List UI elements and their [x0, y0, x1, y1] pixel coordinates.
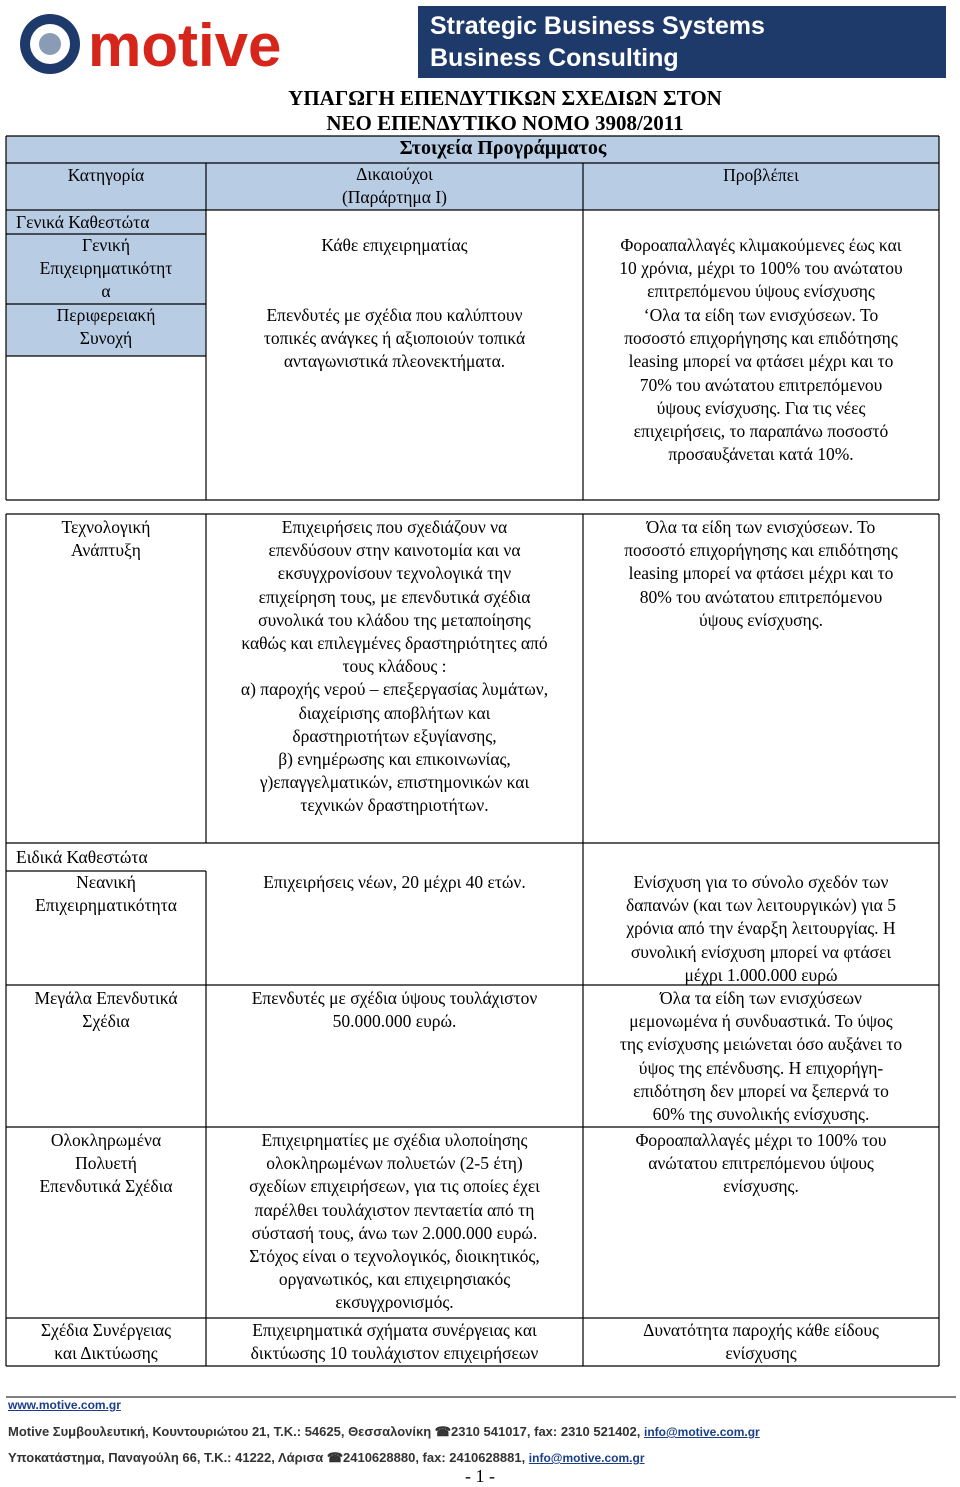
row5-provides-line: της ενίσχυσης μειώνεται όσο αυξάνει το — [619, 1034, 903, 1055]
footer-address-1 — [8, 1424, 760, 1440]
doc-title-line-1: ΥΠΑΓΩΓΗ ΕΠΕΝΔΥΤΙΚΩΝ ΣΧΕΔΙΩΝ ΣΤΟΝ — [288, 86, 722, 110]
row6-provides-line: ανώτατου επιτρεπόμενου ύψους — [648, 1153, 874, 1174]
row1-provides-line: 10 χρόνια, μέχρι το 100% του ανώτατου — [619, 258, 903, 279]
footer-address-2-text: Υποκατάστημα, Παναγούλη 66, Τ.Κ.: 41222, Λάρισα ☎2410628880, fax: 2410628881, — [8, 1450, 529, 1465]
row6-provides-cell — [583, 1129, 939, 1199]
row2-category-cell — [6, 304, 206, 350]
row6-provides-line: Φοροαπαλλαγές μέχρι το 100% του — [635, 1130, 887, 1150]
brand-line-1: Strategic Business Systems — [430, 12, 765, 40]
row3-beneficiaries-line: επιχείρηση τους, με επενδυτικά σχέδια — [258, 586, 531, 607]
row2-provides-line: ‘Ολα τα είδη των ενισχύσεων. Το — [643, 305, 879, 325]
row3-category-line: Ανάπτυξη — [71, 540, 141, 561]
row5-provides-line: επιδότηση δεν μπορεί να ξεπερνά το — [633, 1080, 889, 1101]
row6-beneficiaries-line: σύστασή τους, άνω των 2.000.000 ευρώ. — [251, 1222, 538, 1243]
row2-beneficiaries-line: Επενδυτές με σχέδια που καλύπτουν — [266, 305, 523, 325]
row1-category-line: Γενική — [81, 235, 131, 255]
row3-beneficiaries-line: β) ενημέρωσης και επικοινωνίας, — [278, 749, 511, 770]
row7-category-line: και Δικτύωσης — [54, 1343, 158, 1364]
row7-category-line: Σχέδια Συνέργειας — [40, 1320, 172, 1340]
col-header-beneficiaries-line1: Δικαιούχοι — [356, 164, 433, 184]
row6-beneficiaries-line: Επιχειρηματίες με σχέδια υλοποίησης — [261, 1130, 528, 1150]
row7-beneficiaries-cell — [206, 1319, 583, 1365]
section-special: Ειδικά Καθεστώτα — [16, 847, 148, 867]
row3-beneficiaries-line: εκσυγχρονίσουν τεχνολογικά την — [277, 563, 512, 584]
row7-category-cell — [6, 1319, 206, 1365]
row3-provides-line: leasing μπορεί να φτάσει μέχρι και το — [628, 563, 894, 584]
row3-beneficiaries-line: διαχείρισης αποβλήτων και — [298, 702, 491, 723]
page-number: - 1 - — [465, 1466, 495, 1486]
row2-provides-line: προσαυξάνεται κατά 10%. — [668, 444, 854, 465]
row6-beneficiaries-line: οργανωτικός, και επιχειρησιακός — [278, 1269, 511, 1290]
row4-provides-line: χρόνια από την έναρξη λειτουργίας. Η — [626, 918, 896, 939]
row1-beneficiaries-cell — [206, 234, 583, 257]
row2-category-line: Συνοχή — [79, 328, 133, 349]
footer-website[interactable]: www.motive.com.gr — [8, 1398, 121, 1412]
row1-provides-line: επιτρεπόμενου ύψους ενίσχυσης — [647, 281, 875, 302]
row4-category-line: Νεανική — [76, 872, 136, 892]
row4-provides-line: μέχρι 1.000.000 ευρώ — [684, 964, 838, 985]
row3-category-line: Τεχνολογική — [61, 517, 151, 537]
doc-title-line-2: ΝΕΟ ΕΠΕΝΔΥΤΙΚΟ ΝΟΜΟ 3908/2011 — [326, 111, 684, 135]
row7-provides-cell — [583, 1319, 939, 1365]
row3-provides-line: 80% του ανώτατου επιτρεπόμενου — [639, 586, 883, 607]
row2-provides-line: ύψους ενίσχυσης. Για τις νέες — [656, 397, 866, 418]
row4-category-cell — [6, 871, 206, 917]
row3-beneficiaries-line: τεχνικών δραστηριοτήτων. — [300, 795, 489, 816]
row5-provides-line: μεμονωμένα ή συνδυαστικά. Το ύψος — [629, 1011, 893, 1032]
col-header-beneficiaries — [206, 163, 583, 209]
row2-category-line: Περιφερειακή — [56, 305, 156, 325]
row1-category-cell — [6, 234, 206, 304]
row6-category-line: Ολοκληρωμένα — [50, 1130, 162, 1150]
row5-provides-line: ύψος της επένδυσης. Η επιχορήγη- — [638, 1057, 884, 1078]
row4-category-line: Επιχειρηματικότητα — [35, 895, 177, 916]
row4-provides-cell — [583, 871, 939, 987]
row5-beneficiaries-cell — [206, 987, 583, 1033]
row6-category-line: Πολυετή — [75, 1153, 137, 1174]
row4-beneficiaries-cell — [206, 871, 583, 894]
row6-beneficiaries-line: σχεδίων επιχειρήσεων, για τις οποίες έχει — [249, 1176, 540, 1197]
col-header-beneficiaries-line2: (Παράρτημα Ι) — [341, 187, 448, 207]
row1-beneficiaries-line: Κάθε επιχειρηματίας — [321, 235, 468, 255]
row5-provides-cell — [583, 987, 939, 1126]
col-header-provides: Προβλέπει — [723, 165, 799, 185]
brand-line-2: Business Consulting — [430, 44, 679, 72]
row4-provides-line: Ενίσχυση για το σύνολο σχεδόν των — [633, 872, 889, 892]
row1-provides-cell — [583, 234, 939, 304]
logo-wordmark: motive — [88, 12, 282, 78]
row6-beneficiaries-line: εκσυγχρονισμός. — [335, 1292, 454, 1313]
footer-address-1-text: Motive Συμβουλευτική, Κουντουριώτου 21, Τ.Κ.: 54625, Θεσσαλονίκη ☎2310 541017, fax: 2310 521402, — [8, 1424, 644, 1439]
row3-beneficiaries-line: καθώς και επιλεγμένες δραστηριότητες από — [241, 633, 548, 654]
row7-beneficiaries-line: Επιχειρηματικά σχήματα συνέργειας και — [252, 1320, 537, 1340]
row3-provides-line: ύψους ενίσχυσης. — [698, 609, 824, 630]
row7-beneficiaries-line: δικτύωσης 10 τουλάχιστον επιχειρήσεων — [250, 1343, 539, 1364]
row5-beneficiaries-line: 50.000.000 ευρώ. — [332, 1011, 457, 1032]
row3-beneficiaries-line: Επιχειρήσεις που σχεδιάζουν να — [281, 517, 508, 537]
footer-address-2 — [8, 1450, 645, 1466]
row2-provides-line: leasing μπορεί να φτάσει μέχρι και το — [628, 351, 894, 372]
program-header: Στοιχεία Προγράμματος — [399, 137, 607, 159]
row3-beneficiaries-line: α) παροχής νερού – επεξεργασίας λυμάτων, — [240, 679, 549, 700]
row5-provides-line: Όλα τα είδη των ενισχύσεων — [660, 988, 862, 1008]
row2-beneficiaries-line: τοπικές ανάγκες ή αξιοποιούν τοπικά — [263, 328, 526, 349]
row5-category-line: Σχέδια — [82, 1011, 130, 1032]
row6-provides-line: ενίσχυσης. — [723, 1176, 799, 1197]
row5-category-cell — [6, 987, 206, 1033]
row6-beneficiaries-line: παρέλθει τουλάχιστον πενταετία από τη — [254, 1199, 535, 1220]
footer-email-1[interactable]: info@motive.com.gr — [643, 1425, 760, 1439]
row2-provides-line: 70% του ανώτατου επιτρεπόμενου — [639, 374, 883, 395]
row3-provides-cell — [583, 516, 939, 632]
row3-beneficiaries-line: συνολικά του κλάδου της μεταποίησης — [258, 609, 531, 630]
row6-beneficiaries-cell — [206, 1129, 583, 1315]
row3-provides-line: ποσοστό επιχορήγησης και επιδότησης — [624, 540, 898, 561]
row3-beneficiaries-line: επενδύσουν στην καινοτομία και να — [268, 540, 521, 561]
row2-beneficiaries-cell — [206, 304, 583, 374]
row5-provides-line: 60% της συνολικής ενίσχυσης. — [652, 1104, 870, 1125]
row2-provides-line: ποσοστό επιχορήγησης και επιδότησης — [624, 328, 898, 349]
row3-beneficiaries-line: γ)επαγγελματικών, επιστημονικών και — [259, 772, 530, 793]
row6-category-cell — [6, 1129, 206, 1199]
row2-provides-cell — [583, 304, 939, 466]
row1-category-line: α — [101, 281, 111, 302]
row5-category-line: Μεγάλα Επενδυτικά — [34, 988, 178, 1008]
footer-email-2[interactable]: info@motive.com.gr — [528, 1451, 645, 1465]
row4-provides-line: συνολική ενίσχυση μπορεί να φτάσει — [630, 941, 892, 962]
row4-provides-line: δαπανών (και των λειτουργικών) για 5 — [626, 895, 896, 916]
row3-category-cell — [6, 516, 206, 562]
section-general: Γενικά Καθεστώτα — [16, 212, 150, 232]
row3-beneficiaries-line: δραστηριοτήτων εξυγίανσης, — [292, 725, 497, 746]
row6-beneficiaries-line: ολοκληρωμένων πολυετών (2-5 έτη) — [266, 1153, 523, 1174]
row5-beneficiaries-line: Επενδυτές με σχέδια ύψους τουλάχιστον — [251, 988, 538, 1008]
row7-provides-line: Δυνατότητα παροχής κάθε είδους — [643, 1320, 879, 1340]
row2-provides-line: επιχειρήσεις, το παραπάνω ποσοστό — [633, 421, 889, 442]
row3-beneficiaries-line: τους κλάδους : — [342, 656, 447, 677]
row1-provides-line: Φοροαπαλλαγές κλιμακούμενες έως και — [620, 235, 902, 255]
row2-beneficiaries-line: ανταγωνιστικά πλεονεκτήματα. — [283, 351, 506, 372]
row6-category-line: Επενδυτικά Σχέδια — [39, 1176, 173, 1197]
col-header-category: Κατηγορία — [67, 165, 145, 185]
row3-beneficiaries-cell — [206, 516, 583, 818]
row6-beneficiaries-line: Στόχος είναι ο τεχνολογικός, διοικητικός, — [249, 1246, 540, 1267]
row7-provides-line: ενίσχυσης — [725, 1343, 797, 1364]
row3-provides-line: Όλα τα είδη των ενισχύσεων. Το — [646, 517, 876, 537]
row1-category-line: Επιχειρηματικότητ — [39, 258, 173, 279]
row4-beneficiaries-line: Επιχειρήσεις νέων, 20 μέχρι 40 ετών. — [263, 872, 526, 892]
